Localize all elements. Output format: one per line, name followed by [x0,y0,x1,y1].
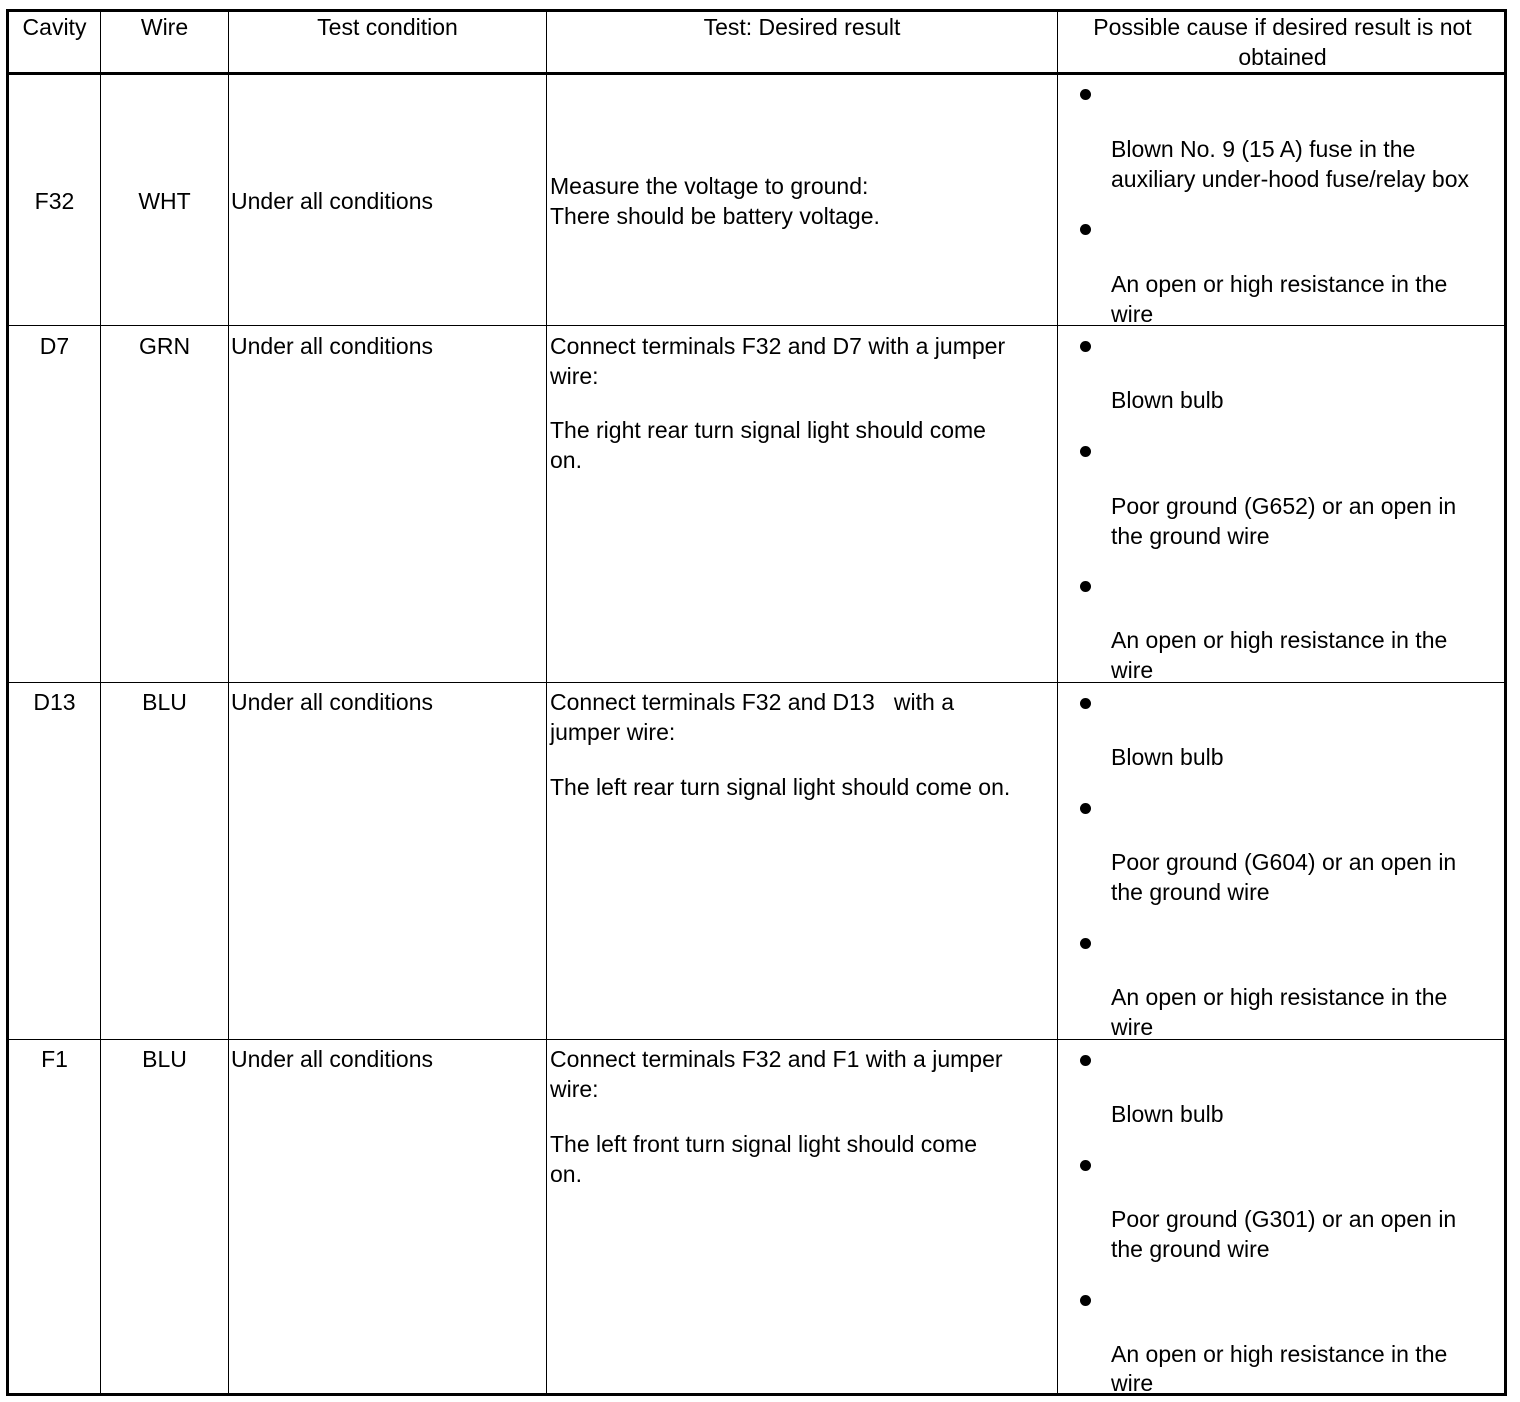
cell-result-line: The left rear turn signal light should come on. [550,774,1011,800]
cell-cavity: D13 [33,689,76,715]
bullet-icon [1080,698,1091,709]
header-divider [9,72,1504,75]
bullet-icon [1080,581,1091,592]
cause-line: the ground wire [1111,1236,1270,1262]
column-divider [546,12,547,1393]
cause-line: Poor ground (G301) or an open in [1111,1206,1457,1232]
cell-result-line: on. [550,1161,582,1187]
bullet-icon [1080,224,1091,235]
header-test-condition: Test condition [317,14,458,40]
cell-result-line: on. [550,447,582,473]
cell-result-line: The left front turn signal light should come [550,1131,978,1157]
cause-line: Blown bulb [1111,387,1224,413]
column-divider [1057,12,1058,1393]
cell-cavity: F32 [34,188,75,214]
cause-line: An open or high resistance in the [1111,1341,1448,1367]
cell-wire: BLU [142,689,187,715]
header-desired-result: Test: Desired result [703,14,901,40]
bullet-icon [1080,89,1091,100]
column-divider [228,12,229,1393]
cell-condition: Under all conditions [231,689,434,715]
cause-line: An open or high resistance in the [1111,627,1448,653]
cause-line: wire [1111,657,1154,683]
cause-line: the ground wire [1111,523,1270,549]
cell-cavity: D7 [39,333,70,359]
cell-result-line: Connect terminals F32 and D7 with a jumper [550,333,1006,359]
cause-line: wire [1111,301,1154,327]
cause-line: auxiliary under-hood fuse/relay box [1111,166,1469,192]
header-cavity: Cavity [22,14,87,40]
bullet-icon [1080,1160,1091,1171]
row-divider [9,325,1504,326]
row-divider [9,682,1504,683]
cause-line: wire [1111,1014,1154,1040]
cell-condition: Under all conditions [231,188,434,214]
header-possible-cause-cont: obtained [1238,44,1327,70]
cause-line: Poor ground (G652) or an open in [1111,493,1457,519]
cell-result-line: Connect terminals F32 and D13 with a [550,689,954,715]
diagnostic-table [6,9,1507,1396]
cell-result-line: jumper wire: [550,719,676,745]
cause-line: An open or high resistance in the [1111,271,1448,297]
bullet-icon [1080,1055,1091,1066]
row-divider [9,1039,1504,1040]
cell-condition: Under all conditions [231,333,434,359]
cause-line: Blown No. 9 (15 A) fuse in the [1111,136,1416,162]
bullet-icon [1080,446,1091,457]
cause-line: wire [1111,1370,1154,1396]
cause-line: Poor ground (G604) or an open in [1111,849,1457,875]
header-possible-cause: Possible cause if desired result is not [1093,14,1472,40]
cell-wire: GRN [138,333,191,359]
bullet-icon [1080,1295,1091,1306]
cell-result-line: Measure the voltage to ground: [550,173,869,199]
cell-wire: WHT [138,188,191,214]
cell-result-line: The right rear turn signal light should come [550,417,986,443]
cause-line: the ground wire [1111,879,1270,905]
cause-line: Blown bulb [1111,1101,1224,1127]
cell-cavity: F1 [41,1046,68,1072]
cell-result-line: wire: [550,1076,599,1102]
cell-wire: BLU [142,1046,187,1072]
bullet-icon [1080,803,1091,814]
cause-line: An open or high resistance in the [1111,984,1448,1010]
bullet-icon [1080,341,1091,352]
header-wire: Wire [140,14,189,40]
cause-line: Blown bulb [1111,744,1224,770]
cell-result-line: Connect terminals F32 and F1 with a jumper [550,1046,1003,1072]
cell-result-line: wire: [550,363,599,389]
cell-result-line: There should be battery voltage. [550,203,880,229]
cell-condition: Under all conditions [231,1046,434,1072]
bullet-icon [1080,938,1091,949]
